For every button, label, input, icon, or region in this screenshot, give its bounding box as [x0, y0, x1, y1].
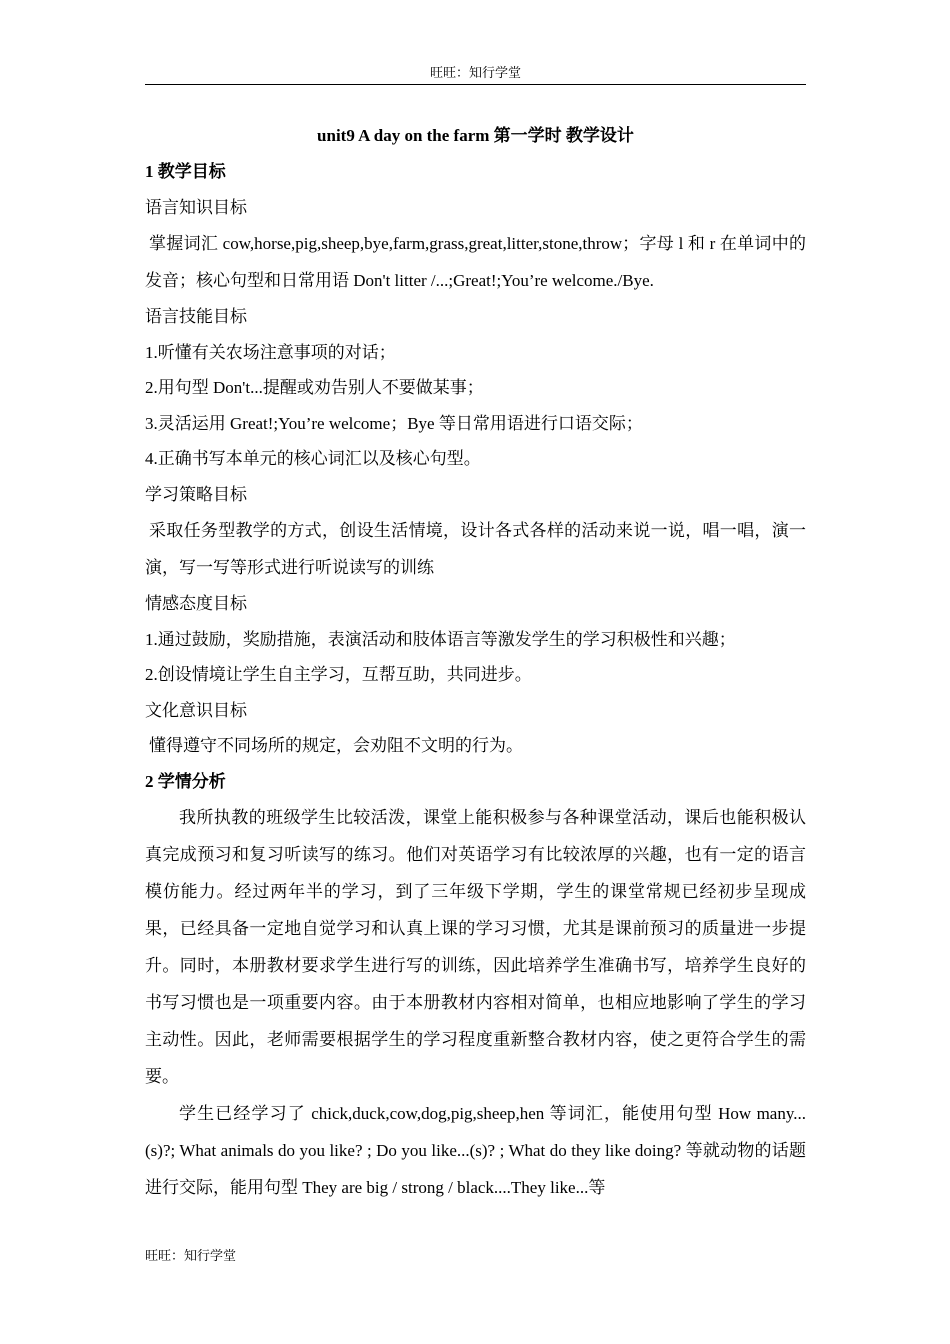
section-heading-teaching-goals: 1 教学目标 — [145, 162, 226, 181]
footer-text: 旺旺：知行学堂 — [145, 1248, 237, 1263]
learning-strategy-content: 采取任务型教学的方式，创设生活情境，设计各式各样的活动来说一说，唱一唱，演一演，写一写等形式进行听说读写的训练 — [145, 521, 806, 577]
language-knowledge-content: 掌握词汇 cow,horse,pig,sheep,bye,farm,grass,great,litter,stone,throw；字母 l 和 r 在单词中的发音；核心句型和日常用语 Don't litter /...;Great!;You’re welcome./Bye. — [145, 234, 806, 290]
section-heading-student-analysis: 2 学情分析 — [145, 771, 226, 791]
analysis-paragraph-2: 学生已经学习了 chick,duck,cow,dog,pig,sheep,hen 等词汇，能使用句型 How many...(s)?; What animals do you like? ; Do you like...(s)? ; What do they like doing? 等就动物的话题进行交际，能用句型 They are big / strong / black....They like...等 — [145, 1104, 806, 1197]
subheading-emotional-attitude: 情感态度目标 — [145, 594, 247, 613]
list-item: 4.正确书写本单元的核心词汇以及核心句型。 — [145, 449, 481, 468]
list-item: 1.听懂有关农场注意事项的对话； — [145, 342, 396, 362]
subheading-language-skills: 语言技能目标 — [145, 307, 247, 326]
document-title: unit9 A day on the farm 第一学时 教学设计 — [317, 126, 634, 145]
list-item: 2.用句型 Don't...提醒或劝告别人不要做某事； — [145, 378, 484, 397]
subheading-language-knowledge: 语言知识目标 — [145, 197, 247, 217]
analysis-paragraph-1: 我所执教的班级学生比较活泼，课堂上能积极参与各种课堂活动，课后也能积极认真完成预习和复习听读写的练习。他们对英语学习有比较浓厚的兴趣，也有一定的语言模仿能力。经过两年半的学习，到了三年级下学期，学生的课堂常规已经初步呈现成果，已经具备一定地自觉学习和认真上课的学习习惯，尤其是课前预习的质量进一步提升。同时，本册教材要求学生进行写的训练，因此培养学生准确书写，培养学生良好的书写习惯也是一项重要内容。由于本册教材内容相对简单，也相应地影响了学生的学习主动性。因此，老师需要根据学生的学习程度重新整合教材内容，使之更符合学生的需要。 — [145, 808, 806, 1086]
document-body — [145, 118, 806, 1206]
subheading-cultural-awareness: 文化意识目标 — [145, 700, 247, 720]
list-item: 1.通过鼓励，奖励措施，表演活动和肢体语言等激发学生的学习积极性和兴趣； — [145, 629, 736, 649]
list-item: 3.灵活运用 Great!;You’re welcome；Bye 等日常用语进行口语交际； — [145, 413, 643, 433]
list-item: 2.创设情境让学生自主学习，互帮互助，共同进步。 — [145, 665, 532, 684]
page-footer — [145, 1246, 236, 1266]
cultural-awareness-content: 懂得遵守不同场所的规定，会劝阻不文明的行为。 — [149, 736, 523, 755]
page-header — [145, 62, 806, 85]
header-text: 旺旺：知行学堂 — [429, 65, 521, 80]
subheading-learning-strategy: 学习策略目标 — [145, 484, 247, 504]
